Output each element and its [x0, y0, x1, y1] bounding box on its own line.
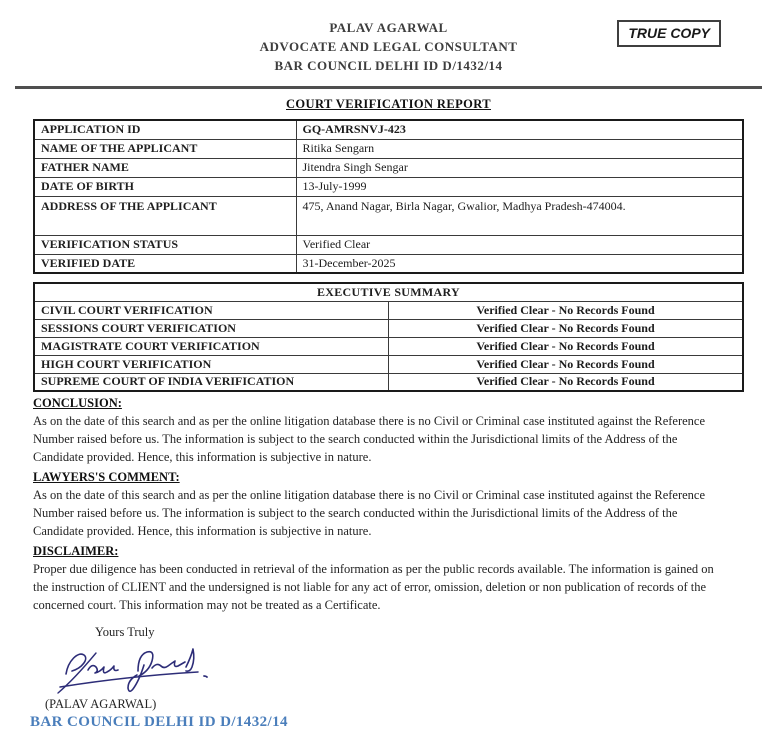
row-label: VERIFICATION STATUS	[34, 235, 296, 254]
advocate-role: ADVOCATE AND LEGAL CONSULTANT	[259, 39, 518, 54]
header-divider	[15, 86, 762, 89]
lawyers-comment-section	[33, 470, 745, 540]
table-row	[34, 196, 743, 235]
row-value: GQ-AMRSNVJ-423	[296, 120, 743, 139]
row-value: Verified Clear - No Records Found	[389, 301, 744, 319]
conclusion-section	[33, 396, 745, 466]
row-label: ADDRESS OF THE APPLICANT	[34, 196, 296, 235]
paragraph-line: the instruction of CLIENT and the undersigned is not liable for any act of error, omission, deletion or non publication of records of the	[33, 580, 707, 594]
row-label: VERIFIED DATE	[34, 254, 296, 273]
row-value: 31-December-2025	[296, 254, 743, 273]
row-label: DATE OF BIRTH	[34, 177, 296, 196]
row-value: Verified Clear	[296, 235, 743, 254]
row-value: Verified Clear - No Records Found	[389, 337, 744, 355]
applicant-details-table	[33, 119, 744, 274]
signatory-name: (PALAV AGARWAL)	[45, 697, 157, 711]
paragraph-line: Candidate provided. Hence, this information is subjective in nature.	[33, 450, 372, 464]
table-row	[34, 319, 743, 337]
paragraph-line: As on the date of this search and as per the online litigation database there is no Civil or Criminal case instituted against the Reference	[33, 488, 706, 502]
disclaimer-paragraph	[33, 560, 745, 614]
row-value: 475, Anand Nagar, Birla Nagar, Gwalior, Madhya Pradesh-474004.	[296, 196, 743, 235]
row-value: Verified Clear - No Records Found	[389, 355, 744, 373]
paragraph-line: Number raised before us. The information is subject to the search conducted within the Jurisdictional limits of the Address of the	[33, 432, 678, 446]
row-label: SUPREME COURT OF INDIA VERIFICATION	[34, 373, 389, 391]
table-row	[34, 355, 743, 373]
paragraph-line: concerned court. This information may not be treated as a Certificate.	[33, 598, 381, 612]
paragraph-line: As on the date of this search and as per the online litigation database there is no Civil or Criminal case instituted against the Reference	[33, 414, 706, 428]
lawyers-comment-paragraph	[33, 486, 745, 540]
page-title: COURT VERIFICATION REPORT	[286, 97, 491, 111]
bar-council-footer: BAR COUNCIL DELHI ID D/1432/14	[30, 714, 288, 730]
conclusion-heading: CONCLUSION:	[33, 396, 122, 410]
true-copy-stamp: TRUE COPY	[617, 20, 721, 47]
lawyers-comment-heading: LAWYERS'S COMMENT:	[33, 470, 180, 484]
table-header-row	[34, 283, 743, 301]
table-row	[34, 373, 743, 391]
row-label: FATHER NAME	[34, 158, 296, 177]
disclaimer-heading: DISCLAIMER:	[33, 544, 119, 558]
row-value: Verified Clear - No Records Found	[389, 373, 744, 391]
table-row	[34, 139, 743, 158]
salutation: Yours Truly	[95, 625, 155, 639]
executive-summary-table	[33, 282, 744, 392]
row-value: Verified Clear - No Records Found	[389, 319, 744, 337]
advocate-name: PALAV AGARWAL	[329, 20, 448, 35]
row-label: HIGH COURT VERIFICATION	[34, 355, 389, 373]
paragraph-line: Proper due diligence has been conducted in retrieval of the information as per the public records available. The information is gained on	[33, 562, 714, 576]
table-row	[34, 120, 743, 139]
conclusion-paragraph	[33, 412, 745, 466]
paragraph-line: Number raised before us. The information is subject to the search conducted within the Jurisdictional limits of the Address of the	[33, 506, 678, 520]
row-label: SESSIONS COURT VERIFICATION	[34, 319, 389, 337]
row-label: APPLICATION ID	[34, 120, 296, 139]
row-value: Jitendra Singh Sengar	[296, 158, 743, 177]
table-row	[34, 254, 743, 273]
disclaimer-section	[33, 544, 745, 614]
advocate-bar-id: BAR COUNCIL DELHI ID D/1432/14	[274, 58, 503, 73]
row-label: NAME OF THE APPLICANT	[34, 139, 296, 158]
table-row	[34, 301, 743, 319]
table-row	[34, 235, 743, 254]
row-value: Ritika Sengarn	[296, 139, 743, 158]
signature-image	[52, 643, 777, 695]
row-label: MAGISTRATE COURT VERIFICATION	[34, 337, 389, 355]
table-row	[34, 158, 743, 177]
row-label: CIVIL COURT VERIFICATION	[34, 301, 389, 319]
row-value: 13-July-1999	[296, 177, 743, 196]
summary-header: EXECUTIVE SUMMARY	[34, 283, 743, 301]
table-row	[34, 177, 743, 196]
table-row	[34, 337, 743, 355]
paragraph-line: Candidate provided. Hence, this information is subjective in nature.	[33, 524, 372, 538]
